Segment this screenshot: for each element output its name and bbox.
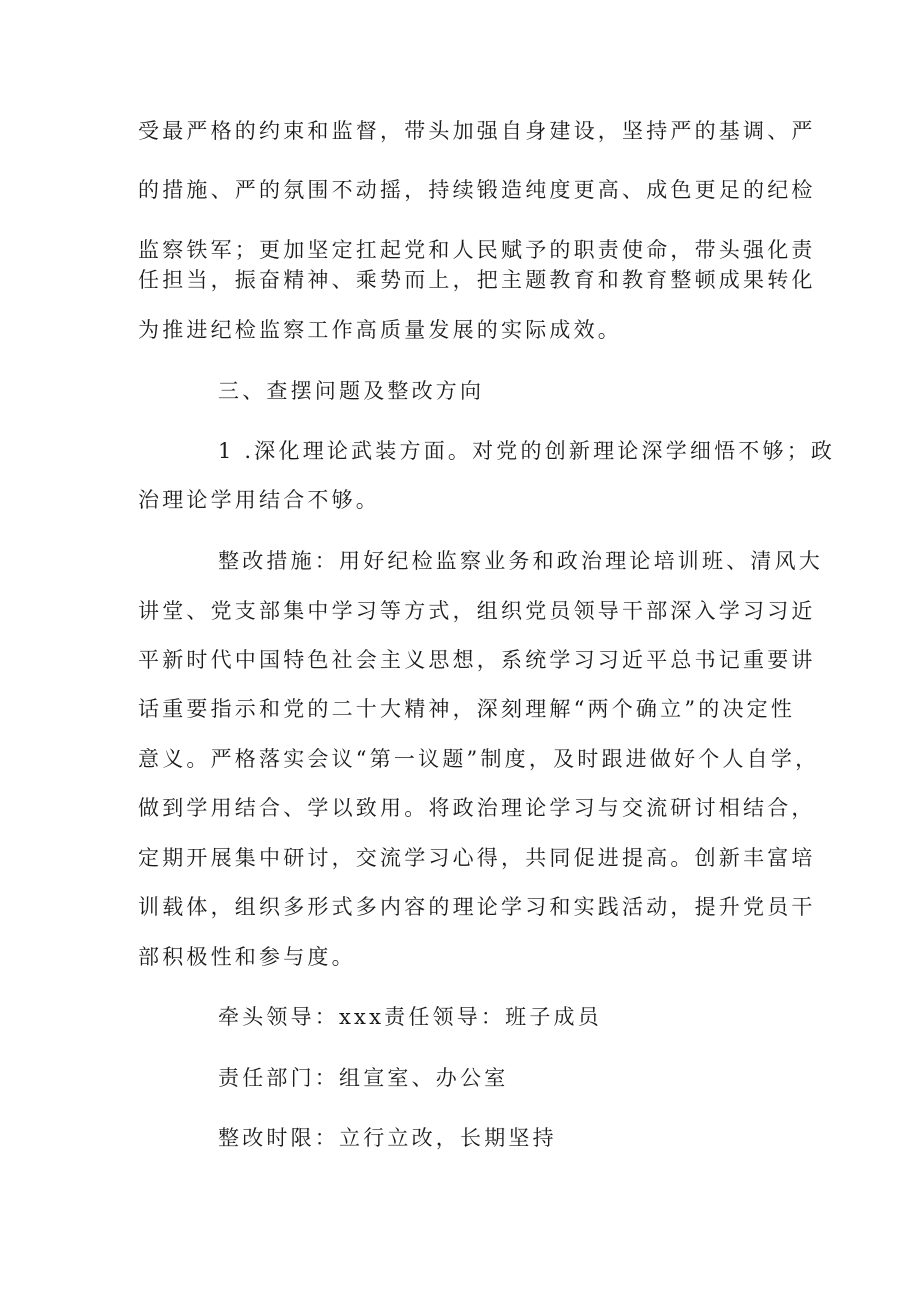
text-line: 意义。严格落实会议“第一议题”制度，及时跟进做好个人自学， — [138, 747, 820, 771]
text-line: 的措施、严的氛围不动摇，持续锻造纯度更高、成色更足的纪检 — [138, 178, 816, 202]
text-line: 整改措施：用好纪检监察业务和政治理论培训班、清风大 — [218, 549, 823, 573]
text-line: 监察铁军；更加坚定扛起党和人民赋予的职责使命，带头强化责 — [138, 238, 816, 262]
lead-line: 牵头领导：xxx责任领导：班子成员 — [218, 1005, 602, 1029]
text-line: 平新时代中国特色社会主义思想，系统学习习近平总书记重要讲 — [138, 648, 816, 672]
text-line: 训载体，组织多形式多内容的理论学习和实践活动，提升党员干 — [138, 895, 816, 919]
text-line: 定期开展集中研讨，交流学习心得，共同促进提高。创新丰富培 — [138, 846, 816, 870]
text-line: 任担当，振奋精神、乘势而上，把主题教育和教育整顿成果转化 — [138, 268, 816, 292]
department-line: 责任部门：组宣室、办公室 — [218, 1066, 509, 1090]
text-line: 做到学用结合、学以致用。将政治理论学习与交流研讨相结合， — [138, 796, 816, 820]
text-line: 治理论学用结合不够。 — [138, 488, 380, 512]
deadline-line: 整改时限：立行立改，长期坚持 — [218, 1126, 557, 1150]
text-line: 讲堂、党支部集中学习等方式，组织党员领导干部深入学习习近 — [138, 599, 816, 623]
text-line: 受最严格的约束和监督，带头加强自身建设，坚持严的基调、严 — [138, 119, 816, 143]
section-heading: 三、查摆问题及整改方向 — [218, 379, 485, 403]
text-line: 1 .深化理论武装方面。对党的创新理论深学细悟不够；政 — [218, 439, 836, 463]
text-line: 部积极性和参与度。 — [138, 945, 356, 969]
text-line: 为推进纪检监察工作高质量发展的实际成效。 — [138, 318, 622, 342]
text-line: 话重要指示和党的二十大精神，深刻理解“两个确立”的决定性 — [138, 697, 796, 721]
